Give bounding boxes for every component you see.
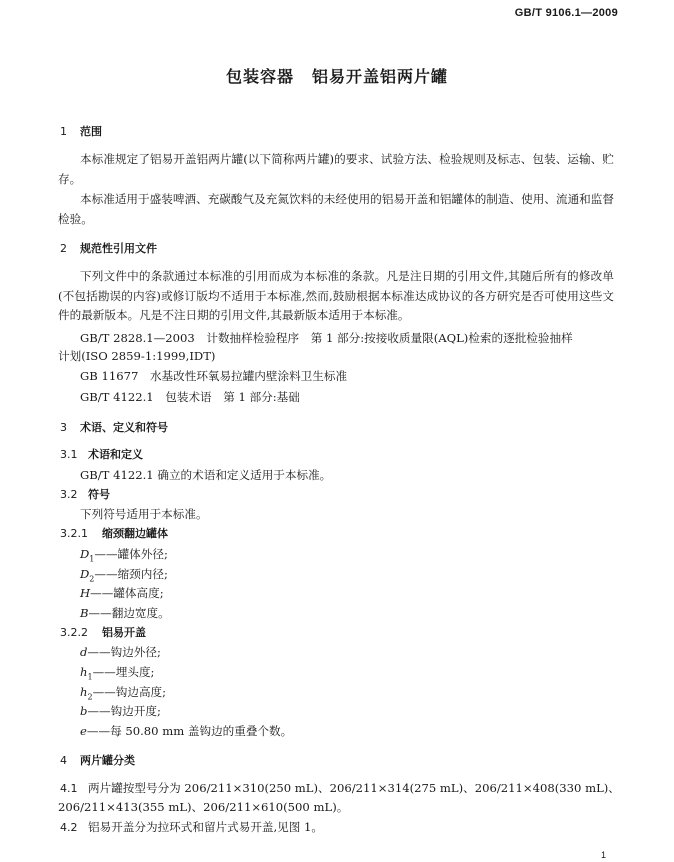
reference-gbt4122: GB/T 4122.1 包装术语 第 1 部分:基础: [80, 390, 300, 404]
section-3-heading: 3 术语、定义和符号: [60, 421, 168, 434]
document-title: [0, 64, 674, 87]
section-3-2-text: 下列符号适用于本标准。: [80, 507, 208, 521]
reference-gb11677: GB 11677 水基改性环氧易拉罐内壁涂料卫生标准: [80, 369, 348, 383]
title-part-2: 铝易开盖铝两片罐: [312, 67, 449, 86]
section-3-2-heading: 3.2 符号: [60, 488, 110, 501]
standard-code: GB/T 9106.1—2009: [514, 7, 618, 19]
section-1-heading: 1 范围: [60, 125, 102, 138]
symbol-row: b——钩边开度;: [80, 704, 161, 718]
section-3-1-heading: 3.1 术语和定义: [60, 448, 143, 461]
symbol-row: $D_1——$罐体外径;: [80, 547, 168, 564]
section-3-2-1-heading: 3.2.1 缩颈翻边罐体: [60, 527, 168, 540]
symbol-row: $h_1——$埋头度;: [80, 665, 155, 682]
section-1-paragraph-2: 本标准适用于盛装啤酒、充碳酸气及充氮饮料的未经使用的铝易开盖和铝罐体的制造、使用、流通和监督检验。: [58, 192, 614, 226]
title-part-1: 包装容器: [225, 67, 294, 86]
symbol-row: d——钩边外径;: [80, 645, 161, 659]
section-2-paragraph: 下列文件中的条款通过本标准的引用而成为本标准的条款。凡是注日期的引用文件,其随后所有的修改单(不包括勘误的内容)或修订版均不适用于本标准,然而,鼓励根据本标准达成协议的各方研究是否可使用这些文件的最新版本。凡是不注日期的引用文件,其最新版本适用于本标准。: [58, 269, 614, 323]
symbol-row: $D_2——$缩颈内径;: [80, 567, 168, 584]
section-4-1-cont: 206/211×413(355 mL)、206/211×610(500 mL)。: [58, 800, 349, 814]
section-3-2-2-heading: 3.2.2 铝易开盖: [60, 626, 146, 639]
section-4-1: 4.1 两片罐按型号分为 206/211×310(250 mL)、206/211×314(275 mL)、206/211×408(330 mL)、: [60, 781, 620, 795]
symbol-row: H——罐体高度;: [80, 586, 164, 600]
page-number: 1: [600, 850, 606, 860]
section-4-heading: 4 两片罐分类: [60, 754, 135, 767]
section-3-1-text: GB/T 4122.1 确立的术语和定义适用于本标准。: [80, 468, 332, 482]
section-4-2: 4.2 铝易开盖分为拉环式和留片式易开盖,见图 1。: [60, 820, 324, 834]
symbol-row: e——每 50.80 mm 盖钩边的重叠个数。: [80, 724, 293, 738]
section-2-heading: 2 规范性引用文件: [60, 242, 157, 255]
reference-gbt2828: GB/T 2828.1—2003 计数抽样检验程序 第 1 部分:按接收质量限(AQL)检索的逐批检验抽样: [80, 331, 573, 345]
section-1-paragraph-1: 本标准规定了铝易开盖铝两片罐(以下简称两片罐)的要求、试验方法、检验规则及标志、包装、运输、贮存。: [58, 152, 614, 186]
symbol-row: $h_2——$钩边高度;: [80, 685, 167, 702]
reference-gbt2828-cont: 计划(ISO 2859-1:1999,IDT): [58, 349, 216, 363]
symbol-row: B——翻边宽度。: [80, 606, 170, 620]
